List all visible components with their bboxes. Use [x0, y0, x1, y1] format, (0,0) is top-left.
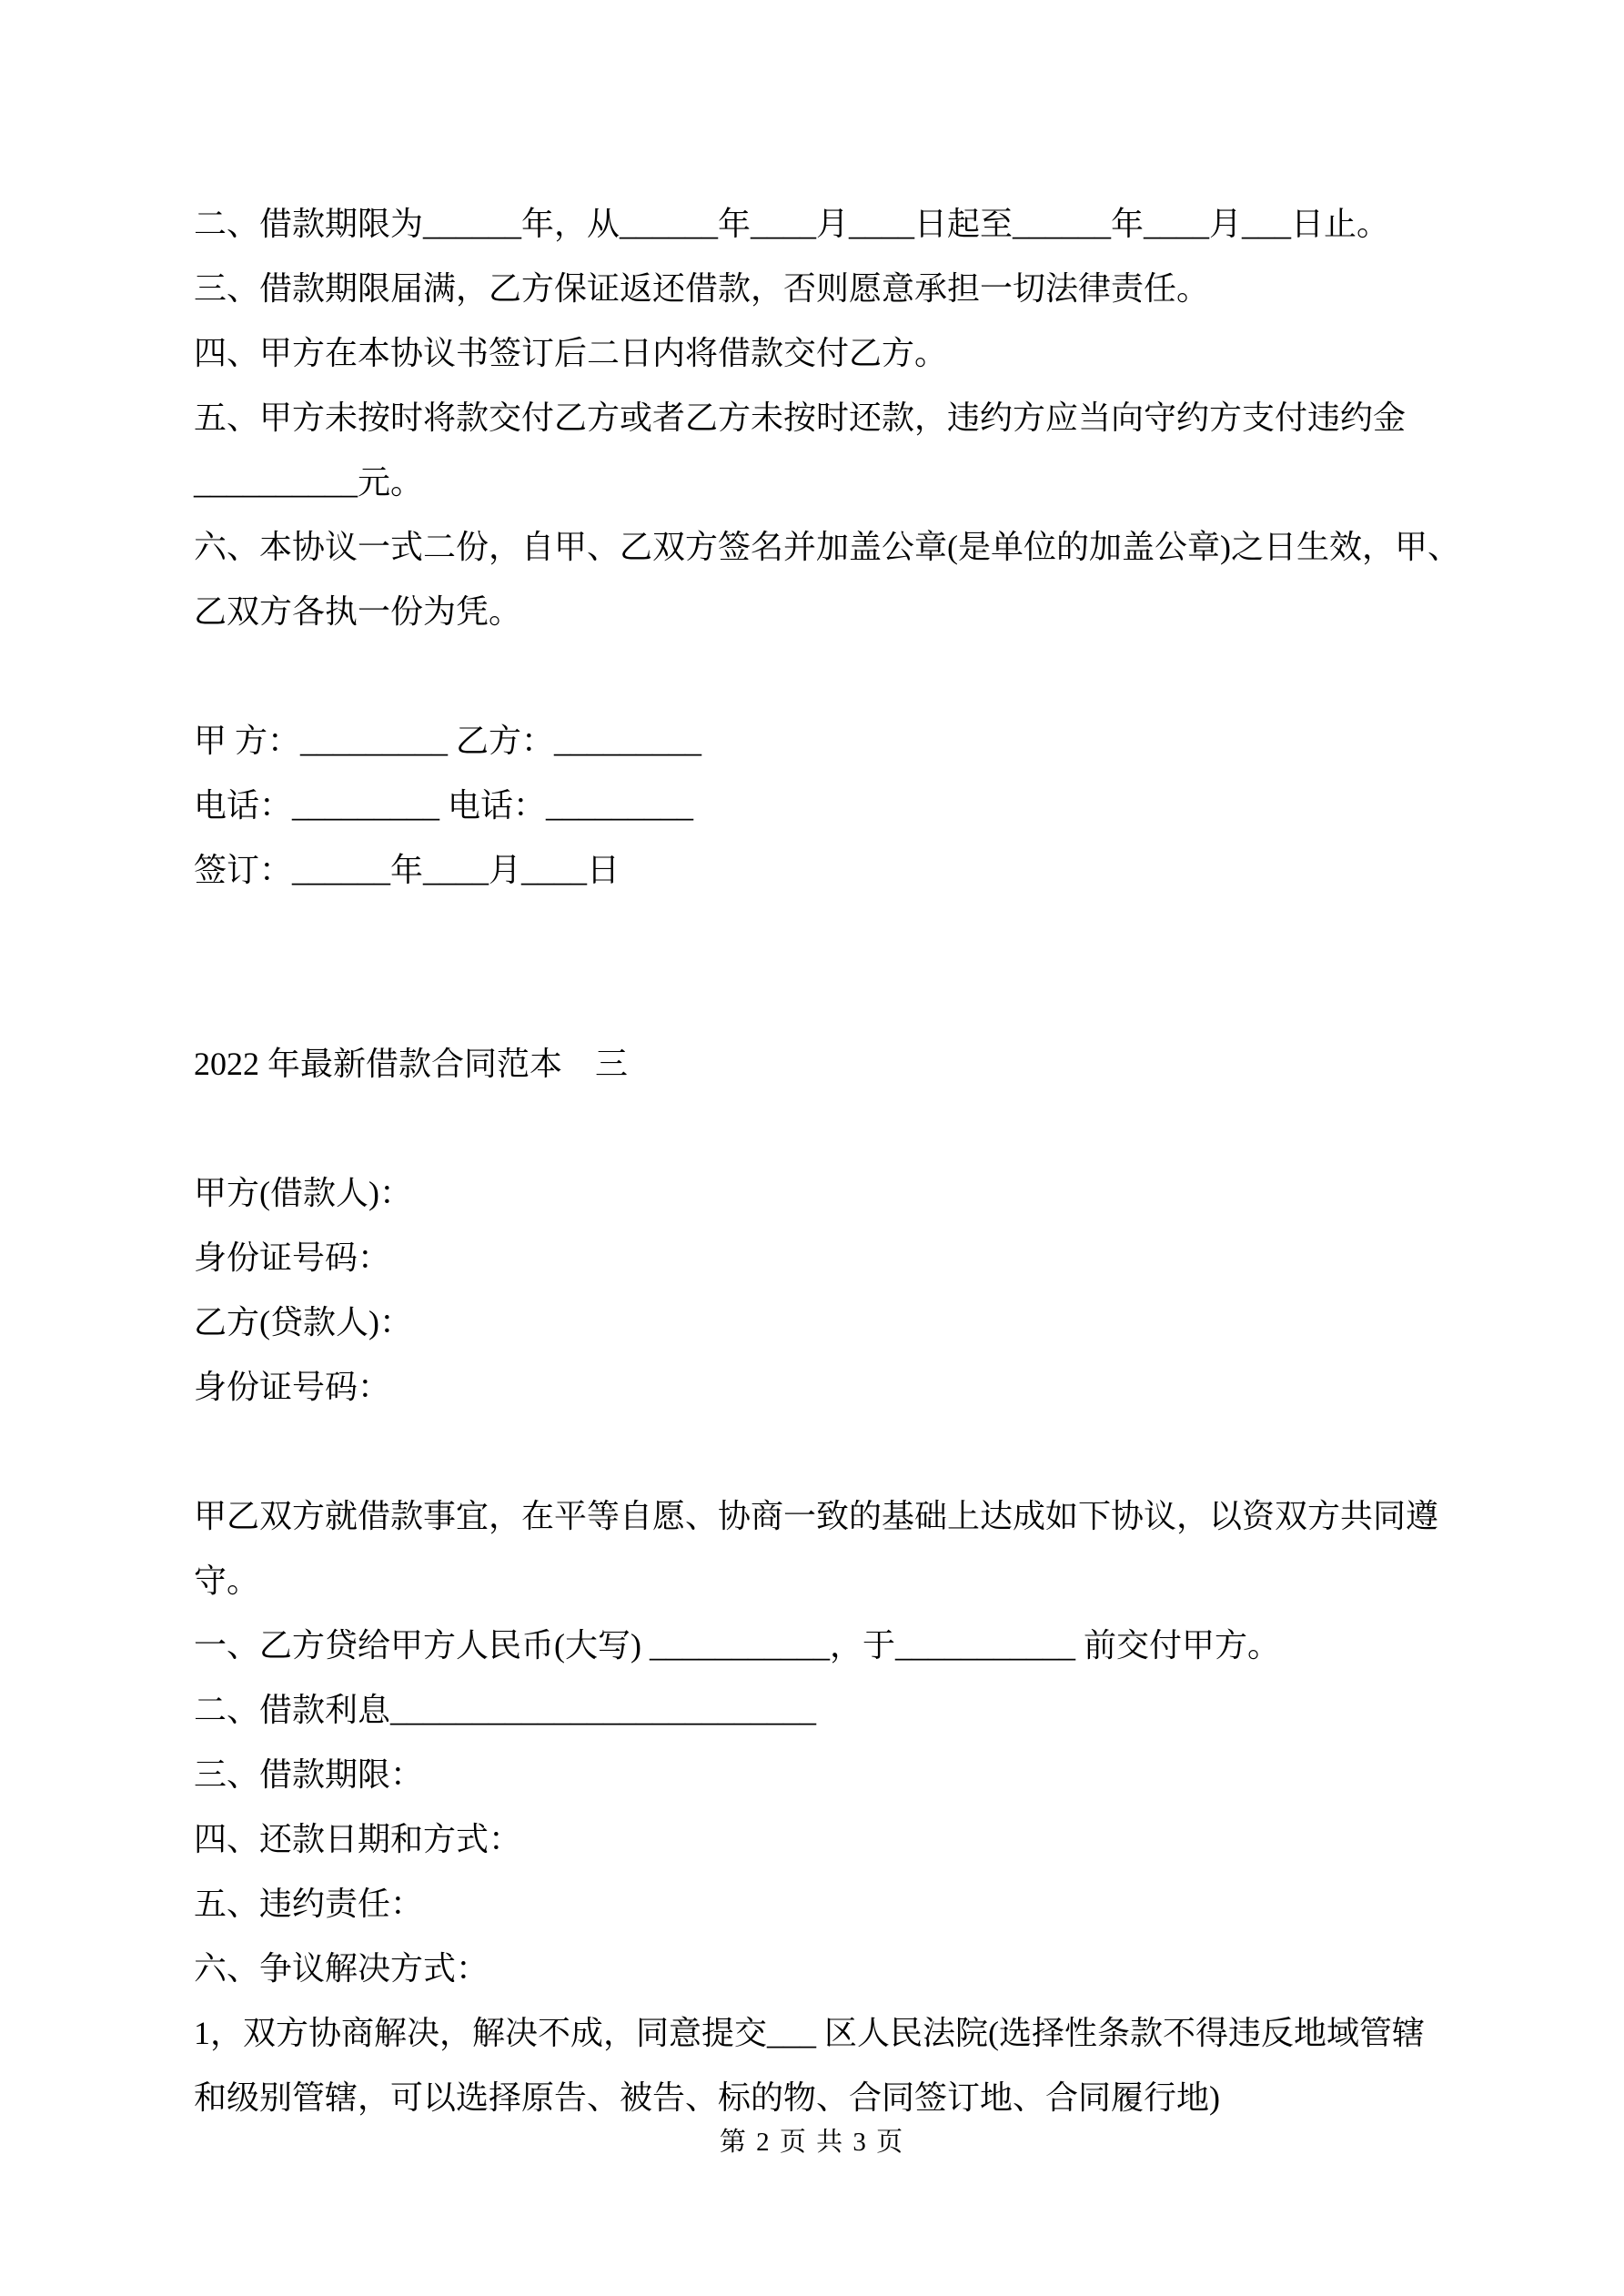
clause-loan-term-line: 二、借款期限为______年，从______年____月____日起至______年____月___日止。 [194, 206, 1390, 242]
clause-breach-cont-line: __________元。 [194, 464, 424, 501]
clause-dispute-line: 六、争议解决方式： [194, 1950, 489, 1987]
document-body [194, 192, 1522, 2130]
clause-liability-line: 五、违约责任： [194, 1886, 424, 1922]
clause-repayment-line: 四、还款日期和方式： [194, 1821, 522, 1857]
blank-line [194, 967, 1522, 1032]
party-b-id-line: 身份证号码： [194, 1369, 391, 1405]
clause-term-line: 三、借款期限： [194, 1756, 424, 1793]
preamble-cont-line: 守。 [194, 1563, 260, 1599]
blank-line [194, 903, 1522, 967]
party-b-lender-line: 乙方(贷款人)： [194, 1304, 412, 1340]
party-a-borrower-line: 甲方(借款人)： [194, 1175, 412, 1211]
blank-line [194, 1097, 1522, 1161]
party-a-id-line: 身份证号码： [194, 1239, 391, 1276]
phone-line: 电话：_________ 电话：_________ [194, 787, 694, 824]
clause-interest-line: 二、借款利息__________________________ [194, 1692, 817, 1728]
clause-copies-line: 六、本协议一式二份，自甲、乙双方签名并加盖公章(是单位的加盖公章)之日生效，甲、 [194, 529, 1460, 565]
sign-date-line: 签订：______年____月____日 [194, 852, 620, 888]
clause-delivery-line: 四、甲方在本协议书签订后二日内将借款交付乙方。 [194, 335, 948, 371]
signature-parties-line: 甲 方：_________ 乙方：_________ [194, 723, 702, 759]
clause-amount-line: 一、乙方贷给甲方人民币(大写) ___________，于___________ 前交付甲方。 [194, 1627, 1280, 1664]
blank-line [194, 644, 1522, 709]
dispute-court-line: 1，双方协商解决，解决不成，同意提交___ 区人民法院(选择性条款不得违反地域管辖 [194, 2015, 1425, 2051]
preamble-line: 甲乙双方就借款事宜，在平等自愿、协商一致的基础上达成如下协议，以资双方共同遵 [194, 1498, 1439, 1534]
section-title: 2022 年最新借款合同范本 三 [194, 1046, 629, 1082]
clause-repay-guarantee-line: 三、借款期限届满，乙方保证返还借款，否则愿意承担一切法律责任。 [194, 270, 1210, 307]
page-footer: 第 2 页 共 3 页 [719, 2128, 905, 2157]
clause-copies-cont-line: 乙双方各执一份为凭。 [194, 593, 522, 630]
clause-breach-line: 五、甲方未按时将款交付乙方或者乙方未按时还款，违约方应当向守约方支付违约金 [194, 400, 1407, 436]
dispute-court-cont-line: 和级别管辖，可以选择原告、被告、标的物、合同签订地、合同履行地) [194, 2079, 1220, 2116]
blank-line [194, 1420, 1522, 1484]
